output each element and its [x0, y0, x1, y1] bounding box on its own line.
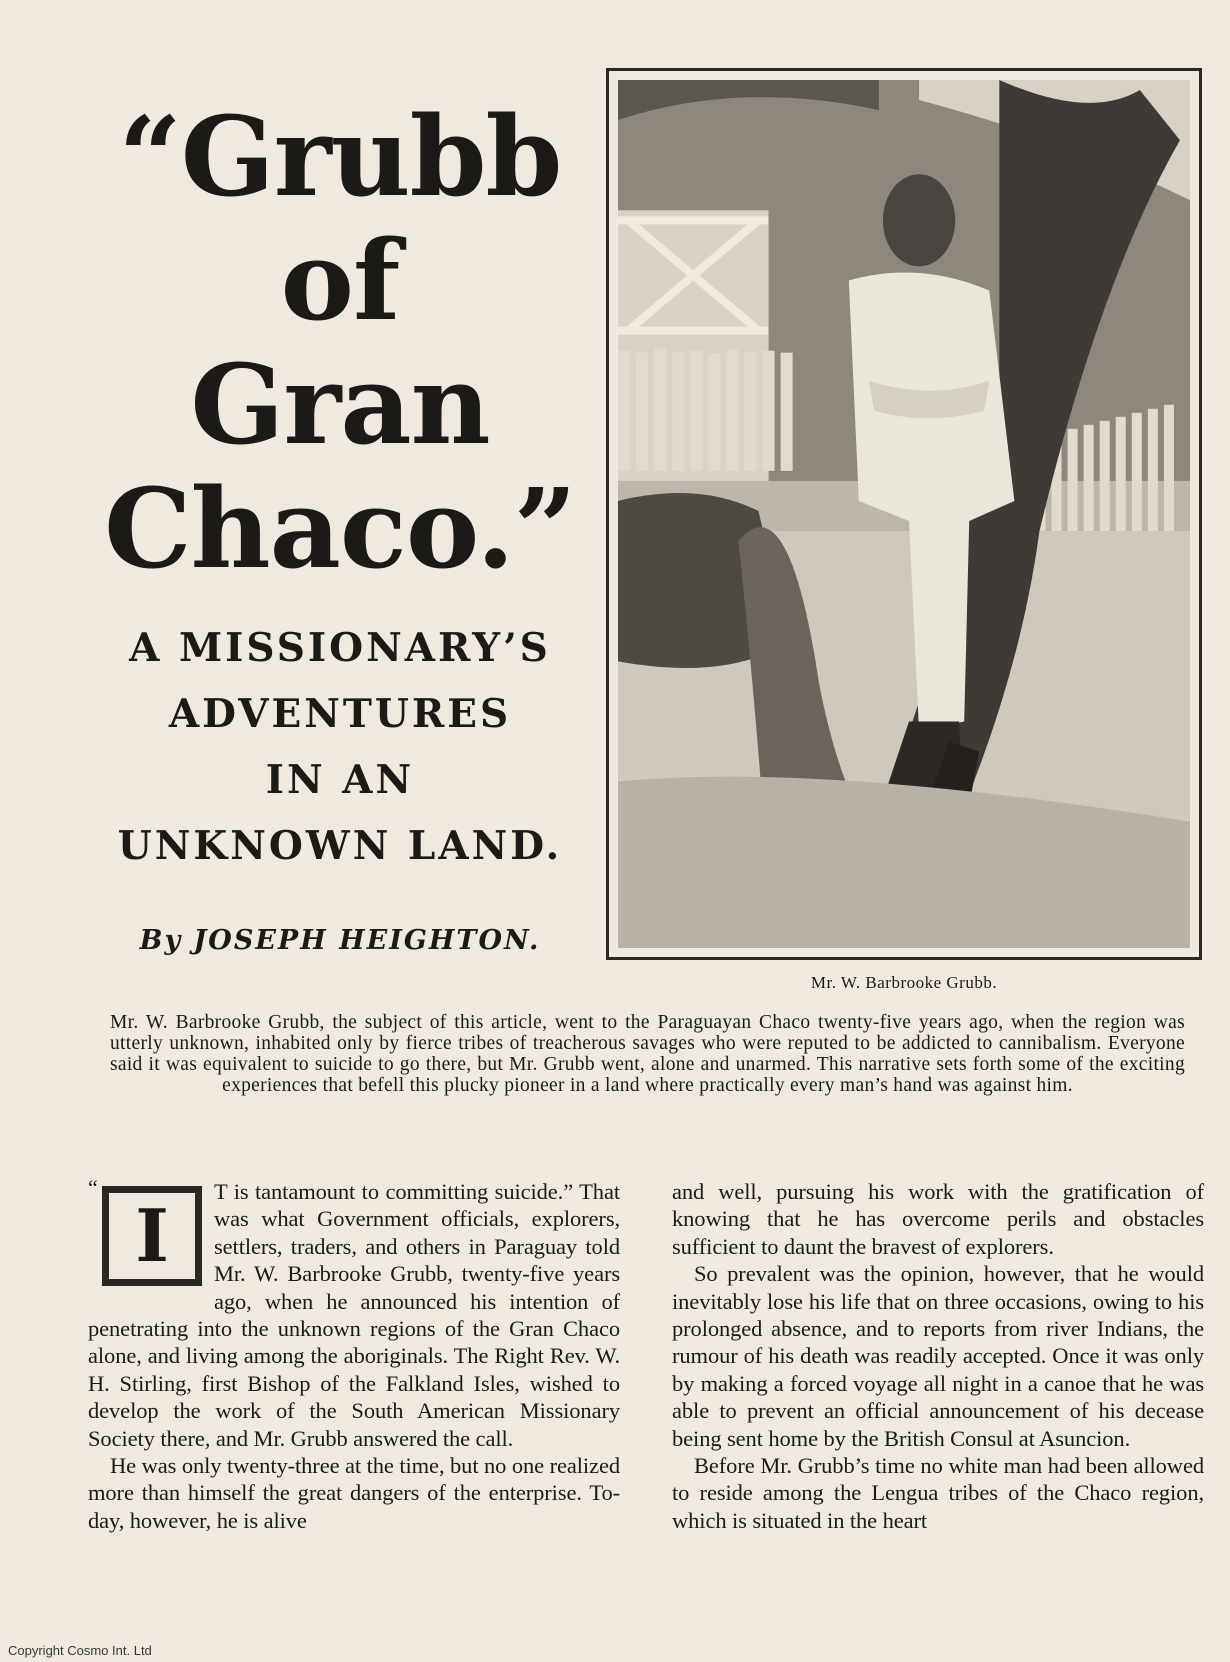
article-subtitle [60, 615, 620, 879]
drop-cap [102, 1186, 202, 1286]
portrait-illustration [618, 80, 1190, 948]
body-paragraph: T is tantamount to committing suicide.” That was what Government officials, explorers, settlers, traders, and others in Paraguay told Mr. W. Barbrooke Grubb, twenty-five years ago, when he announced his intention of penetrating into the unknown regions of the Gran Chaco alone, and living among the aboriginals. The Right Rev. W. H. Stirling, first Bishop of the Falkland Isles, wished to develop the work of the South American Missionary Society there, and Mr. Grubb answered the call. [88, 1179, 620, 1451]
title-line: Chaco.” [104, 464, 576, 593]
portrait-photo [606, 68, 1202, 960]
copyright-watermark: Copyright Cosmo Int. Ltd [8, 1643, 152, 1658]
subtitle-line: A MISSIONARY’S [129, 625, 551, 671]
title-line: of [280, 216, 400, 345]
body-column-right [672, 1178, 1204, 1534]
body-paragraph: Before Mr. Grubb’s time no white man had been allowed to reside among the Lengua tribes of the Chaco region, which is situated in the heart [672, 1453, 1204, 1533]
body-paragraph: So prevalent was the opinion, however, that he would inevitably lose his life that on three occasions, owing to his prolonged absence, and to reports from river Indians, the rumour of his death was readily accepted. Once it was only by making a forced voyage all night in a canoe that he was able to prevent an official announcement of his decease being sent home by the British Consul at Asuncion. [672, 1261, 1204, 1451]
body-paragraph: and well, pursuing his work with the gratification of knowing that he has overcome perils and obstacles sufficient to daunt the bravest of explorers. [672, 1179, 1204, 1259]
subtitle-line: UNKNOWN LAND. [117, 823, 563, 869]
article-title [60, 92, 620, 593]
portrait-image [618, 80, 1190, 948]
intro-paragraph: Mr. W. Barbrooke Grubb, the subject of this article, went to the Paraguayan Chaco twenty-five years ago, when the region was utterly unknown, inhabited only by fierce tribes of treacherous savages who were reputed to be addicted to cannibalism. Everyone said it was equivalent to suicide to go there, but Mr. Grubb went, alone and unarmed. This narrative sets forth some of the exciting experiences that befell this plucky pioneer in a land where practically every man’s hand was against him. [110, 1012, 1185, 1096]
drop-cap-letter: I [135, 1193, 169, 1278]
photo-caption: Mr. W. Barbrooke Grubb. [810, 973, 998, 992]
title-line: Gran [190, 340, 490, 469]
subtitle-line: ADVENTURES [168, 691, 512, 737]
body-column-left [88, 1175, 620, 1534]
author-byline: By JOSEPH HEIGHTON. [139, 925, 541, 956]
title-line: “Grubb [118, 92, 562, 221]
opening-quote-mark: “ [88, 1175, 98, 1200]
body-paragraph: He was only twenty-three at the time, but no one realized more than himself the great dangers of the enterprise. To-day, however, he is alive [88, 1453, 620, 1533]
subtitle-line: IN AN [265, 757, 415, 803]
